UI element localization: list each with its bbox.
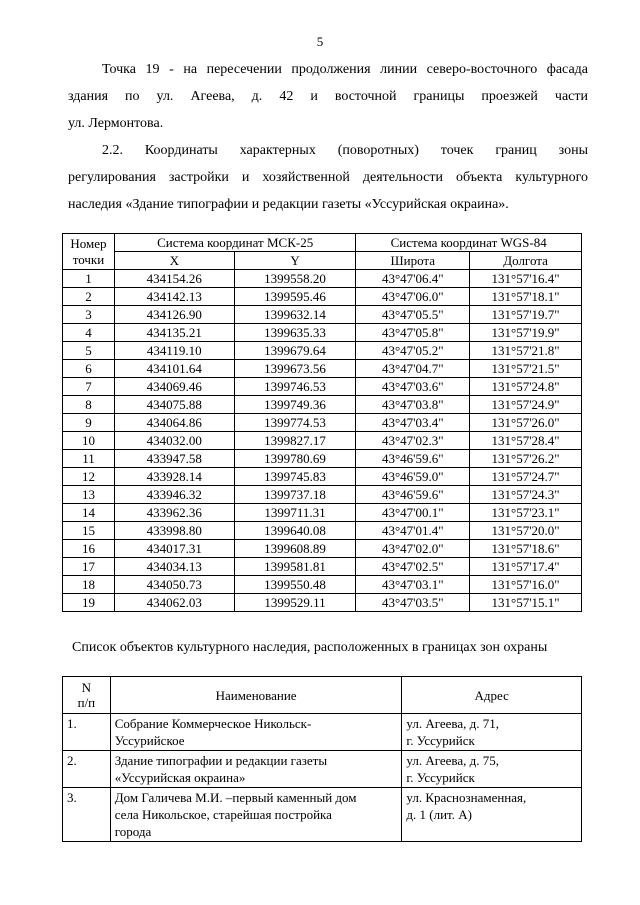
- cell-y: 1399640.08: [234, 522, 356, 540]
- cell-y: 1399608.89: [234, 540, 356, 558]
- table-row: [63, 432, 582, 450]
- table-row: [63, 414, 582, 432]
- table-row: [63, 270, 582, 288]
- cell-x: 434154.26: [114, 270, 234, 288]
- cell-y: 1399673.56: [234, 360, 356, 378]
- cell-number: 2.: [63, 751, 111, 788]
- table-row: [63, 396, 582, 414]
- cell-n: 12: [63, 468, 115, 486]
- cell-name: [110, 751, 402, 788]
- cell-lon: 131°57'24.3": [470, 486, 582, 504]
- heritage-objects-table-body: [63, 714, 582, 842]
- cell-x: 434034.13: [114, 558, 234, 576]
- cell-lon: 131°57'26.0": [470, 414, 582, 432]
- coordinates-table: [62, 233, 582, 612]
- coordinates-table-body: [63, 270, 582, 612]
- cell-name: [110, 788, 402, 842]
- heritage-objects-table: [62, 676, 582, 842]
- table-row: [63, 714, 582, 751]
- cell-address: [402, 751, 582, 788]
- cell-lat: 43°47'03.4": [356, 414, 470, 432]
- cell-line: ул. Краснознаменная,: [406, 790, 527, 805]
- cell-x: 434126.90: [114, 306, 234, 324]
- cell-y: 1399827.17: [234, 432, 356, 450]
- cell-lon: 131°57'24.7": [470, 468, 582, 486]
- header-x: X: [114, 252, 234, 270]
- cell-n: 7: [63, 378, 115, 396]
- cell-line: Собрание Коммерческое Никольск-: [114, 716, 312, 731]
- table-row: [63, 751, 582, 788]
- cell-line: Здание типографии и редакции газеты: [114, 753, 328, 768]
- header-longitude: Долгота: [470, 252, 582, 270]
- table-row: [63, 486, 582, 504]
- cell-lon: 131°57'17.4": [470, 558, 582, 576]
- cell-x: 434142.13: [114, 288, 234, 306]
- cell-lon: 131°57'18.1": [470, 288, 582, 306]
- header-y: Y: [234, 252, 356, 270]
- cell-lat: 43°47'03.6": [356, 378, 470, 396]
- cell-n: 6: [63, 360, 115, 378]
- cell-y: 1399749.36: [234, 396, 356, 414]
- cell-y: 1399632.14: [234, 306, 356, 324]
- cell-number: 1.: [63, 714, 111, 751]
- cell-lon: 131°57'18.6": [470, 540, 582, 558]
- cell-lat: 43°47'02.0": [356, 540, 470, 558]
- cell-number: 3.: [63, 788, 111, 842]
- cell-lat: 43°46'59.6": [356, 486, 470, 504]
- cell-line: д. 1 (лит. А): [406, 807, 472, 822]
- cell-lat: 43°47'05.2": [356, 342, 470, 360]
- cell-x: 434119.10: [114, 342, 234, 360]
- cell-y: 1399529.11: [234, 594, 356, 612]
- cell-x: 434032.00: [114, 432, 234, 450]
- header-wgs84: Система координат WGS-84: [356, 234, 582, 252]
- cell-lon: 131°57'19.7": [470, 306, 582, 324]
- header-name: Наименование: [110, 677, 402, 714]
- cell-y: 1399679.64: [234, 342, 356, 360]
- cell-lon: 131°57'23.1": [470, 504, 582, 522]
- cell-y: 1399745.83: [234, 468, 356, 486]
- paragraph-section-2-2: [68, 137, 588, 218]
- cell-n: 18: [63, 576, 115, 594]
- table-row: [63, 504, 582, 522]
- cell-y: 1399595.46: [234, 288, 356, 306]
- cell-lat: 43°47'06.0": [356, 288, 470, 306]
- cell-n: 5: [63, 342, 115, 360]
- cell-lon: 131°57'16.0": [470, 576, 582, 594]
- cell-n: 19: [63, 594, 115, 612]
- paragraph-line: Точка 19 - на пересечении продолжения линии северо-восточного фасада: [102, 62, 588, 77]
- paragraph-line: ул. Лермонтова.: [68, 116, 164, 131]
- cell-lon: 131°57'20.0": [470, 522, 582, 540]
- table-row: [63, 324, 582, 342]
- cell-lon: 131°57'24.9": [470, 396, 582, 414]
- cell-x: 434135.21: [114, 324, 234, 342]
- cell-lat: 43°47'02.3": [356, 432, 470, 450]
- cell-x: 434101.64: [114, 360, 234, 378]
- header-row-number: N п/п: [63, 677, 111, 714]
- cell-line: Уссурийское: [114, 733, 185, 748]
- cell-line: г. Уссурийск: [406, 733, 475, 748]
- header-latitude: Широта: [356, 252, 470, 270]
- table-row: [63, 540, 582, 558]
- cell-address: [402, 788, 582, 842]
- cell-x: 434050.73: [114, 576, 234, 594]
- cell-x: 433928.14: [114, 468, 234, 486]
- cell-x: 433946.32: [114, 486, 234, 504]
- cell-n: 1: [63, 270, 115, 288]
- cell-y: 1399711.31: [234, 504, 356, 522]
- cell-n: 16: [63, 540, 115, 558]
- cell-lon: 131°57'16.4": [470, 270, 582, 288]
- table-row: [63, 788, 582, 842]
- cell-lon: 131°57'19.9": [470, 324, 582, 342]
- table-row: [63, 576, 582, 594]
- cell-address: [402, 714, 582, 751]
- table-row: [63, 360, 582, 378]
- cell-y: 1399635.33: [234, 324, 356, 342]
- cell-lat: 43°47'03.8": [356, 396, 470, 414]
- table-row: [63, 342, 582, 360]
- cell-lat: 43°47'00.1": [356, 504, 470, 522]
- cell-lat: 43°46'59.6": [356, 450, 470, 468]
- cell-y: 1399558.20: [234, 270, 356, 288]
- cell-n: 15: [63, 522, 115, 540]
- cell-x: 434069.46: [114, 378, 234, 396]
- cell-name: [110, 714, 402, 751]
- cell-lon: 131°57'26.2": [470, 450, 582, 468]
- paragraph-point-19: [68, 56, 588, 137]
- cell-y: 1399746.53: [234, 378, 356, 396]
- cell-lat: 43°46'59.0": [356, 468, 470, 486]
- cell-n: 17: [63, 558, 115, 576]
- cell-lon: 131°57'21.5": [470, 360, 582, 378]
- cell-line: ул. Агеева, д. 75,: [406, 753, 500, 768]
- cell-lon: 131°57'28.4": [470, 432, 582, 450]
- cell-y: 1399581.81: [234, 558, 356, 576]
- header-address: Адрес: [402, 677, 582, 714]
- cell-lat: 43°47'03.1": [356, 576, 470, 594]
- cell-n: 9: [63, 414, 115, 432]
- paragraph-line: 2.2. Координаты характерных (поворотных) точек границ зоны: [102, 143, 588, 158]
- cell-n: 2: [63, 288, 115, 306]
- cell-x: 433998.80: [114, 522, 234, 540]
- cell-x: 434064.86: [114, 414, 234, 432]
- cell-lat: 43°47'05.5": [356, 306, 470, 324]
- table-row: [63, 306, 582, 324]
- table-row: [63, 450, 582, 468]
- cell-n: 8: [63, 396, 115, 414]
- cell-lat: 43°47'06.4": [356, 270, 470, 288]
- cell-n: 10: [63, 432, 115, 450]
- cell-y: 1399780.69: [234, 450, 356, 468]
- table-row: [63, 288, 582, 306]
- cell-x: 434075.88: [114, 396, 234, 414]
- paragraph-line: здания по ул. Агеева, д. 42 и восточной границы проезжей части: [68, 89, 588, 104]
- cell-x: 434062.03: [114, 594, 234, 612]
- cell-lat: 43°47'02.5": [356, 558, 470, 576]
- cell-line: Дом Галичева М.И. –первый каменный дом: [114, 790, 357, 805]
- cell-line: села Никольское, старейшая постройка: [114, 807, 332, 822]
- cell-x: 434017.31: [114, 540, 234, 558]
- header-point-number: Номер точки: [63, 234, 115, 270]
- table-row: [63, 522, 582, 540]
- cell-lon: 131°57'24.8": [470, 378, 582, 396]
- cell-lat: 43°47'03.5": [356, 594, 470, 612]
- table-row: [63, 468, 582, 486]
- cell-n: 11: [63, 450, 115, 468]
- cell-x: 433962.36: [114, 504, 234, 522]
- cell-y: 1399550.48: [234, 576, 356, 594]
- header-msk25: Система координат МСК-25: [114, 234, 355, 252]
- cell-y: 1399774.53: [234, 414, 356, 432]
- cell-n: 3: [63, 306, 115, 324]
- heritage-list-title: Список объектов культурного наследия, расположенных в границах зон охраны: [72, 640, 548, 655]
- cell-y: 1399737.18: [234, 486, 356, 504]
- cell-line: г. Уссурийск: [406, 770, 475, 785]
- cell-lat: 43°47'01.4": [356, 522, 470, 540]
- cell-x: 433947.58: [114, 450, 234, 468]
- table-row: [63, 378, 582, 396]
- cell-n: 13: [63, 486, 115, 504]
- page-number: 5: [316, 34, 324, 49]
- cell-n: 4: [63, 324, 115, 342]
- cell-lon: 131°57'15.1": [470, 594, 582, 612]
- cell-line: города: [114, 824, 152, 839]
- paragraph-line: наследия «Здание типографии и редакции газеты «Уссурийская окраина».: [68, 197, 509, 212]
- paragraph-line: регулирования застройки и хозяйственной деятельности объекта культурного: [68, 170, 588, 185]
- cell-lat: 43°47'04.7": [356, 360, 470, 378]
- table-row: [63, 558, 582, 576]
- cell-lon: 131°57'21.8": [470, 342, 582, 360]
- cell-lat: 43°47'05.8": [356, 324, 470, 342]
- cell-line: «Уссурийская окраина»: [114, 770, 246, 785]
- cell-line: ул. Агеева, д. 71,: [406, 716, 500, 731]
- table-row: [63, 594, 582, 612]
- cell-n: 14: [63, 504, 115, 522]
